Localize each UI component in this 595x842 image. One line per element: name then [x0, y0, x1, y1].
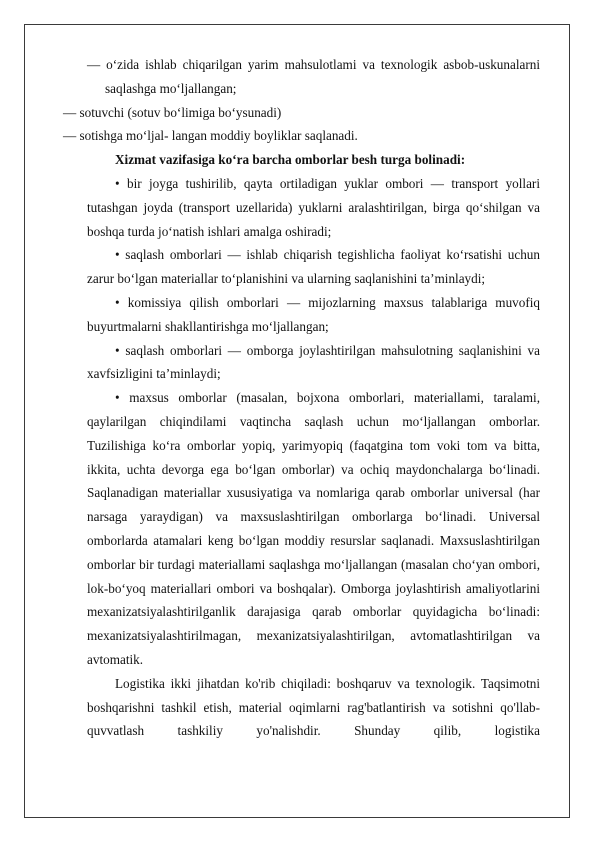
- section-heading: Xizmat vazifasiga ko‘ra barcha omborlar besh turga bolinadi:: [115, 152, 466, 168]
- bullet-paragraph-5: • maxsus omborlar (masalan, bojxona omborlari, materiallami, taralami, qaylarilgan chiqindilami vaqtincha saqlash uchun mo‘ljallangan omborlar. Tuzilishiga ko‘ra omborlar yopiq, yarimyopiq (faqatgina tom voki tom va bitta, ikkita, uchta devorga ega bo‘lgan omborlar) va ochiq maydonchalarga bo‘linadi. Saqlanadigan materiallar xususiyatiga va nomlariga qarab omborlar universal (har narsaga yaraydigan) va maxsuslashtirilgan omborlarga bo‘linadi. Universal omborlarda atamalari keng bo‘lgan moddiy resurslar saqlanadi. Maxsuslashtirilgan omborlar bir turdagi materiallami saqlashga mo‘ljallangan (masalan cho‘yan ombori, lok-bo‘yoq materiallari ombori va boshqalar). Omborga joylashtirish amaliyotlarini mexanizatsiyalashtirilganlik darajasiga qarab omborlar quyidagicha bo‘linadi: mexanizatsiyalashtirilmagan, mexanizatsiyalashtirilgan, avtomatlashtirilgan va avtomatik.: [87, 390, 540, 667]
- paragraph-dash-2: — sotuvchi (sotuv bo‘limiga bo‘ysunadi): [63, 104, 282, 120]
- bullet-paragraph-4: • saqlash omborlari — omborga joylashtirilgan mahsulotning saqlanishini va xavfsizligini ta’minlaydi;: [87, 342, 540, 382]
- bullet-paragraph-2: • saqlash omborlari — ishlab chiqarish tegishlicha faoliyat ko‘rsatishi uchun zarur bo‘lgan materiallar to‘planishini va ularning saqlanishini ta’minlaydi;: [87, 247, 540, 287]
- bullet-paragraph-3: • komissiya qilish omborlari — mijozlarning maxsus talablariga muvofiq buyurtmalarni shakllantirishga mo‘ljallangan;: [87, 294, 540, 334]
- document-body: [63, 53, 540, 743]
- paragraph-logistika: Logistika ikki jihatdan ko'rib chiqiladi: boshqaruv va texnologik. Taqsimotni boshqarishni tashkil etish, material oqimlarni rag'batlantirish va sotishni qo'llab-quvvatlash tashkiliy yo'nalishdir. Shunday qilib, logistika: [87, 675, 540, 739]
- paragraph-dash-1: — o‘zida ishlab chiqarilgan yarim mahsulotlami va texnologik asbob-uskunalarni saqlashga mo‘ljallangan;: [87, 57, 540, 96]
- paragraph-dash-3: — sotishga mo‘ljal- langan moddiy boyliklar saqlanadi.: [63, 128, 358, 144]
- bullet-paragraph-1: • bir joyga tushirilib, qayta ortiladigan yuklar ombori — transport yollari tutashgan joyda (transport uzellarida) yuklarni aralashtirilgan, birga qo‘shilgan va boshqa turda jo‘natish ishlari amalga oshiradi;: [87, 175, 540, 239]
